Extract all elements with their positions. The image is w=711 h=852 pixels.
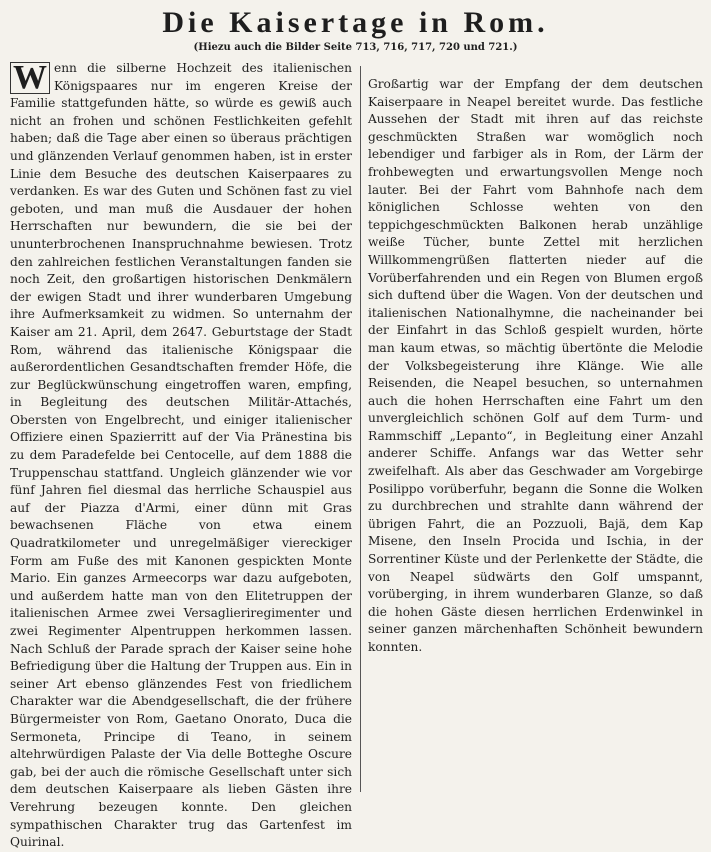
left-body-text: enn die silberne Hochzeit des italienischen Königspaares nur im engeren Kreise der Familie stattgefunden hätte, so würde es gewiß auch nicht an frohen und schönen Festlichkeiten gefehlt haben; daß die Tage aber einen so überaus prächtigen und glänzenden Verlauf genommen haben, ist in erster Linie dem Besuche des deutschen Kaiserpaares zu verdanken. Es war des Guten und Schönen fast zu viel geboten, und man muß die Ausdauer der hohen Herrschaften nur bewundern, die sie bei der ununterbrochenen Inanspruchnahme bewiesen. Trotz den zahlreichen festlichen Veranstaltungen fanden sie noch Zeit, den großartigen historischen Denkmälern der ewigen Stadt und ihrer wunderbaren Umgebung ihre Aufmerksamkeit zu widmen. So unternahm der Kaiser am 21. April, dem 2647. Geburtstage der Stadt Rom, während das italienische Königspaar die außerordentlichen Gesandtschaften fremder Höfe, die zur Beglückwünschung eingetroffen waren, empfing, in Begleitung des deutschen Militär-Attachés, Obersten von Engelbrecht, und einiger italienischer Offiziere einen Spazierritt auf der Via Pränestina bis zu dem Paradefelde bei Centocelle, auf dem 1888 die Truppenschau stattfand. Ungleich glänzender wie vor fünf Jahren fiel diesmal das herrliche Schauspiel aus auf der Piazza d'Armi, einer dünn mit Gras bewachsenen Fläche von etwa einem Quadratkilometer und unregelmäßiger viereckiger Form am Fuße des mit Kanonen gespickten Monte Mario. Ein ganzes Armeecorps war dazu aufgeboten, und außerdem hatte man von den Elitetruppen der italienischen Armee zwei Versaglieriregimenter und zwei Regimenter Alpentruppen herkommen lassen. Nach Schluß der Parade sprach der Kaiser seine hohe Befriedigung über die Haltung der Truppen aus. Ein in seiner Art ebenso glänzendes Fest von friedlichem Charakter war die Abendgesellschaft, die der frühere Bürgermeister von Rom, Gaetano Onorato, Duca die Sermoneta, Principe di Teano, in seinem altehrwürdigen Palaste der Via delle Botteghe Oscure gab, bei der auch die römische Gesellschaft unter sich dem deutschen Kaiserpaare als lieben Gästen ihre Verehrung bezeugen konnte. Den gleichen sympathischen Charakter trug das Gartenfest im Quirinal. — [10, 61, 352, 850]
article-subtitle: (Hiezu auch die Bilder Seite 713, 716, 717, 720 und 721.) — [193, 42, 518, 53]
column-divider — [360, 66, 361, 792]
right-paragraph: Großartig war der Empfang der dem deutschen Kaiserpaare in Neapel bereitet wurde. Das festliche Aussehen der Stadt mit ihren auf das reichste geschmückten Straßen war womöglich noch lebendiger und farbiger als in Rom, der Lärm der frohbewegten und erwartungsvollen Menge noch lauter. Bei der Fahrt vom Bahnhofe nach dem königlichen Schlosse wehten von den teppichgeschmückten Balkonen herab unzählige weiße Tücher, bunte Zettel mit herzlichen Willkommengrüßen flatterten nieder auf die Vorüberfahrenden und ein Regen von Blumen ergoß sich duftend über die Wagen. Von der deutschen und italienischen Nationalhymne, die nacheinander bei der Einfahrt in das Schloß gespielt wurden, hörte man kaum etwas, so mächtig übertönte die Melodie der Volksbegeisterung ihre Klänge. Wie alle Reisenden, die Neapel besuchen, so unternahmen auch die hohen Herrschaften eine Fahrt um den unvergleichlich schönen Golf auf dem Turm- und Rammschiff „Lepanto“, in Begleitung einer Anzahl anderer Schiffe. Anfangs war das Wetter sehr zweifelhaft. Als aber das Geschwader am Vorgebirge Posilippo vorüberfuhr, begann die Sonne die Wolken zu durchbrechen und strahlte dann während der übrigen Fahrt, die an Pozzuoli, Bajä, dem Kap Misene, den Inseln Procida und Ischia, in der Sorrentiner Küste und der Perlenkette der Städte, die von Neapel südwärts den Golf umspannt, vorüberging, in ihrem wunderbaren Glanze, so daß die hohen Gäste diesen herrlichen Erdenwinkel in seiner ganzen märchenhaften Schönheit bewundern konnten. — [368, 77, 703, 654]
left-paragraph — [10, 60, 352, 852]
drop-cap: W — [10, 62, 50, 94]
article-title: Die Kaisertage in Rom. — [162, 6, 549, 39]
left-column — [10, 60, 352, 852]
right-column — [368, 76, 703, 657]
